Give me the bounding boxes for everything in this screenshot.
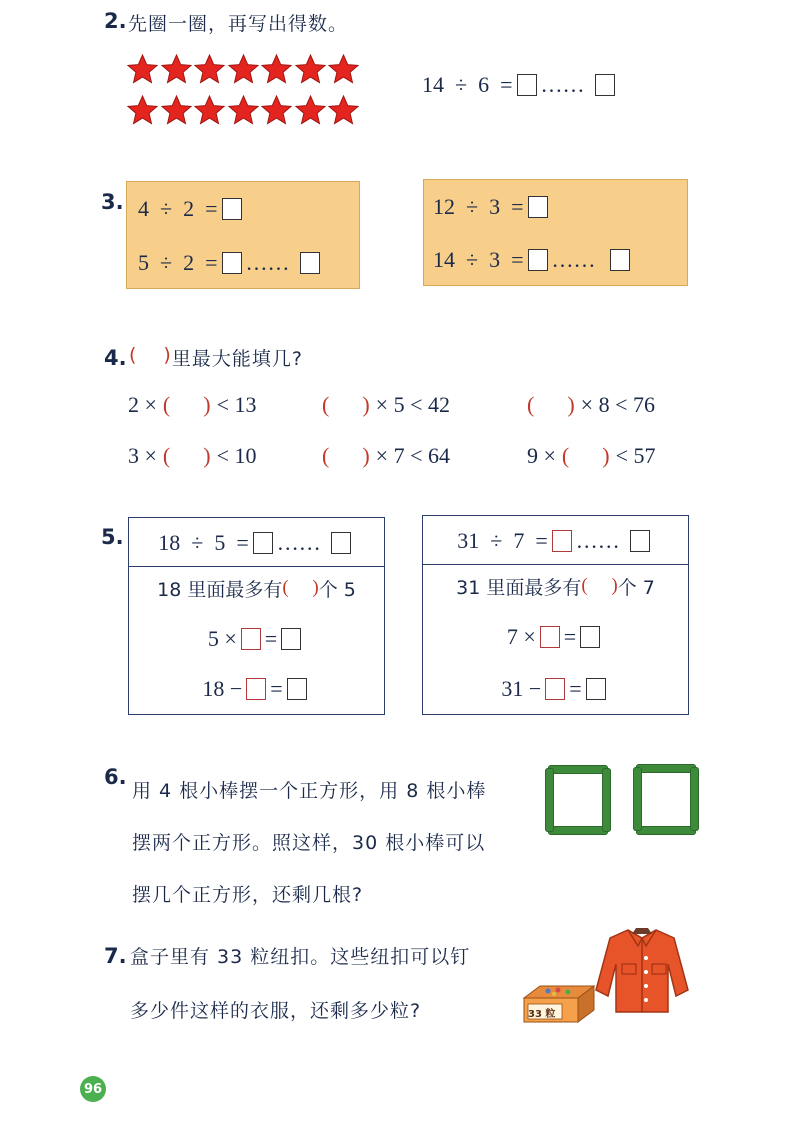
stick [636,826,696,835]
sentence-prefix: 31 里面最多有 [456,576,582,599]
remainder-dots: …… [276,530,321,555]
fill-sentence [129,573,384,603]
divisor: 2 [183,196,195,221]
star-icon [261,95,292,126]
question-text-label: 里最大能填几? [171,348,303,370]
division-equation [138,250,324,276]
dividend: 31 [457,528,480,553]
remainder-box[interactable] [331,532,351,554]
operator: ÷ [455,72,468,97]
operator: × [523,624,536,649]
dividend: 14 [422,72,444,97]
expression-prefix: 2 × [128,392,157,417]
answer-box[interactable] [241,628,261,650]
minuend: 31 [501,676,524,701]
answer-box[interactable] [580,626,600,648]
question-line: 多少件这样的衣服，还剩多少粒? [130,1000,422,1022]
equals-sign: = [205,250,218,275]
multiplication-equation: 7 × = [423,622,688,652]
paren-close: ) [163,344,172,366]
question-number: 2. [104,9,127,33]
equals-sign: = [511,247,524,272]
star-icon [328,95,359,126]
stick [548,765,608,774]
blank-paren[interactable]: ( ) [581,575,618,596]
divisor: 7 [513,528,525,553]
division-equation [129,528,384,558]
expression-suffix: < 57 [615,443,656,468]
blank-paren[interactable]: ( ) [527,392,575,417]
inequality [128,392,257,418]
remainder-dots: …… [575,528,620,553]
question-line: 盒子里有 33 粒纽扣。这些纽扣可以钉 [130,946,471,968]
division-equation [422,72,619,98]
star-icon [261,54,292,85]
inequality [322,392,450,418]
multiplication-equation: 5 × = [129,624,384,654]
answer-box[interactable] [281,628,301,650]
star-icon [194,54,225,85]
remainder-box[interactable] [630,530,650,552]
stick [548,826,608,835]
answer-box[interactable] [586,678,606,700]
dividend: 5 [138,250,149,275]
expression-suffix: × 8 < 76 [580,392,655,417]
fill-sentence [423,571,688,601]
remainder-box[interactable] [610,249,630,271]
answer-box[interactable] [528,196,548,218]
equals-sign: = [535,528,548,553]
operator: ÷ [160,196,173,221]
stick [633,767,642,831]
remainder-dots: …… [540,72,585,97]
answer-box[interactable] [517,74,537,96]
answer-box[interactable] [253,532,273,554]
exercise-table-right [422,515,689,715]
equals-sign: = [236,530,249,555]
operator: − [229,676,243,701]
question-text [132,765,486,921]
question-number: 7. [104,944,127,968]
subtraction-equation: 31 − = [423,674,688,704]
sentence-prefix: 18 里面最多有 [157,578,283,601]
answer-box[interactable] [222,198,242,220]
operator: − [528,676,542,701]
equals-sign: = [500,72,513,97]
divisor: 5 [214,530,226,555]
remainder-dots: …… [551,247,596,272]
blank-paren[interactable]: ( ) [322,392,370,417]
expression-prefix: 9 × [527,443,556,468]
question-text [130,930,470,1038]
star-icon [127,95,158,126]
star-icon [295,54,326,85]
stick [690,767,699,831]
operator: ÷ [466,247,479,272]
dividend: 14 [433,247,455,272]
inequality [322,443,450,469]
answer-box[interactable] [545,678,565,700]
sentence-suffix: 个 5 [318,578,356,601]
question-number: 4. [104,346,127,370]
exercise-table-left [128,517,385,715]
inequality [527,392,655,418]
blank-paren[interactable]: ( ) [162,443,211,468]
box-label: 33 粒 [528,1009,556,1020]
inequality [128,443,257,469]
question-number: 6. [104,765,127,789]
question-text [129,344,303,371]
answer-box[interactable] [222,252,242,274]
stick [545,768,554,832]
minuend: 18 [202,676,225,701]
answer-box[interactable] [528,249,548,271]
operator: × [224,626,237,651]
star-icon [228,95,259,126]
expression-prefix: 3 × [128,443,157,468]
star-icon [161,54,192,85]
question-text: 先圈一圈，再写出得数。 [128,13,349,35]
question-number: 5. [101,525,124,549]
question-number: 3. [101,190,124,214]
star-icon [194,95,225,126]
expression-suffix: × 5 < 42 [375,392,450,417]
answer-box[interactable] [552,530,572,552]
sentence-suffix: 个 7 [617,576,655,599]
expression-suffix: < 10 [216,443,257,468]
remainder-box[interactable] [595,74,615,96]
answer-box[interactable] [287,678,307,700]
dividend: 12 [433,194,455,219]
divisor: 6 [478,72,490,97]
remainder-dots: …… [245,250,290,275]
divisor: 3 [489,247,501,272]
expression-suffix: × 7 < 64 [375,443,450,468]
star-icon [328,54,359,85]
answer-box[interactable] [540,626,560,648]
star-icon [127,54,158,85]
question-line: 用 4 根小棒摆一个正方形，用 8 根小棒 [132,780,487,802]
division-equation [423,526,688,556]
answer-box[interactable] [246,678,266,700]
operator: ÷ [160,250,173,275]
star-icon [295,95,326,126]
equals-sign: = [511,194,524,219]
factor: 7 [506,624,518,649]
blank-paren[interactable]: ( ) [561,443,610,468]
division-equation [138,196,246,222]
dividend: 4 [138,196,149,221]
blank-paren[interactable]: ( ) [282,577,319,598]
remainder-box[interactable] [300,252,320,274]
equals-sign: = [205,196,218,221]
jacket-illustration [592,924,692,1018]
question-line: 摆两个正方形。照这样，30 根小棒可以 [132,832,486,854]
factor: 5 [207,626,219,651]
inequality [527,443,656,469]
operator: ÷ [490,528,503,553]
stick [636,764,696,773]
page-number: 96 [80,1076,106,1102]
operator: ÷ [466,194,479,219]
star-icon [228,54,259,85]
dividend: 18 [158,530,181,555]
question-line: 摆几个正方形，还剩几根? [132,884,364,906]
expression-suffix: < 13 [216,392,257,417]
operator: ÷ [191,530,204,555]
table-divider [423,564,688,565]
paren-open: ( [129,344,138,366]
stick [602,768,611,832]
table-divider [129,566,384,567]
divisor: 3 [489,194,501,219]
blank-paren[interactable]: ( ) [162,392,211,417]
division-equation [433,194,552,220]
divisor: 2 [183,250,195,275]
star-icon [161,95,192,126]
blank-paren[interactable]: ( ) [322,443,370,468]
division-equation [433,247,634,273]
subtraction-equation: 18 − = [129,674,384,704]
